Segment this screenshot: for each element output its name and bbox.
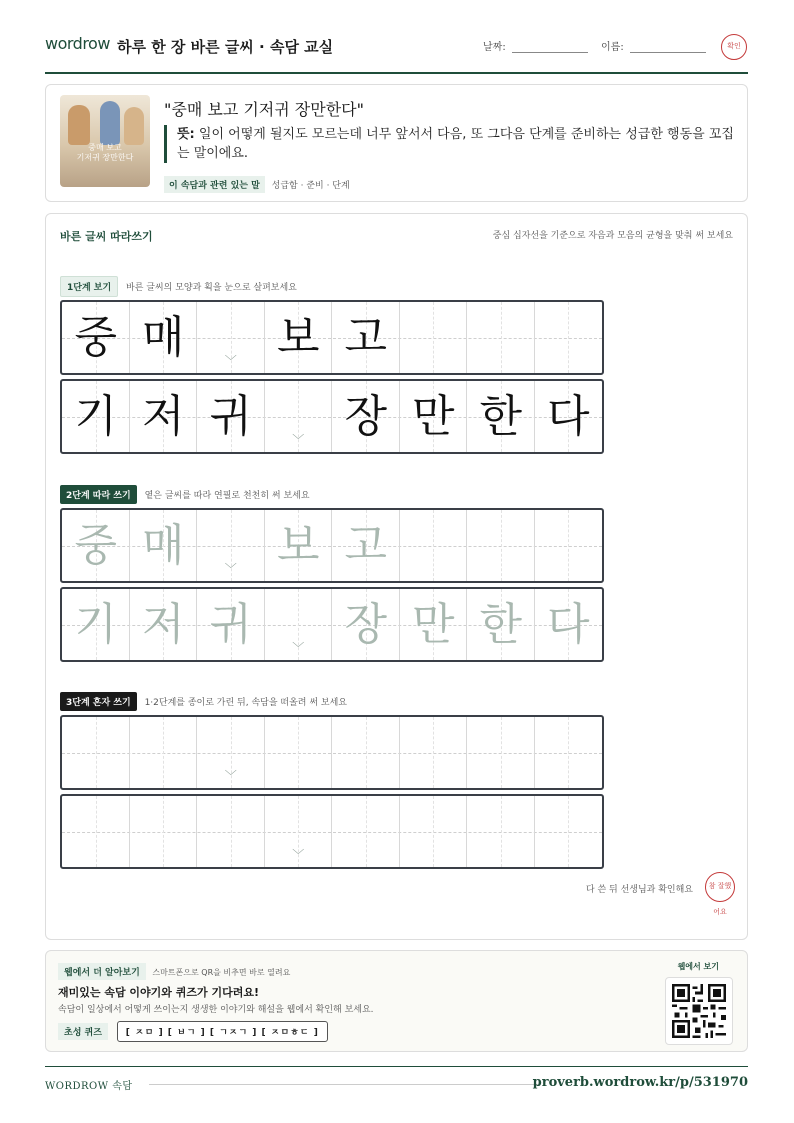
writing-cell xyxy=(467,381,535,452)
writing-cell[interactable] xyxy=(197,796,265,867)
model-character: 다 xyxy=(546,598,590,650)
web-header xyxy=(58,963,290,980)
writing-cell xyxy=(332,589,400,660)
writing-cell xyxy=(467,510,535,581)
web-headline: 재미있는 속담 이야기와 퀴즈가 기다려요! xyxy=(58,986,259,999)
model-character: 다 xyxy=(546,390,590,442)
step3-row1[interactable] xyxy=(60,715,604,790)
model-character: 귀 xyxy=(209,390,252,442)
check-stamp-icon: 확인 xyxy=(721,34,747,60)
model-character: 기 xyxy=(74,598,117,650)
model-character: 중 xyxy=(74,311,117,363)
date-label: 날짜: xyxy=(483,42,506,53)
quiz-label: 초성 퀴즈 xyxy=(58,1023,108,1040)
model-character: 보 xyxy=(276,519,320,571)
web-hint: 스마트폰으로 QR을 비추면 바로 열려요 xyxy=(152,968,291,977)
writing-cell[interactable] xyxy=(130,796,198,867)
proverb-card xyxy=(45,84,748,202)
writing-cell[interactable] xyxy=(197,717,265,788)
space-mark-icon: ﹀ xyxy=(292,641,305,655)
illustration-caption: 중매 보고 기저귀 장만한다 xyxy=(76,143,134,162)
writing-cell xyxy=(332,510,400,581)
meaning-label: 뜻: xyxy=(177,127,195,142)
footer-brand: WORDROW 속담 xyxy=(45,1081,133,1092)
writing-cell xyxy=(62,589,130,660)
model-character: 장 xyxy=(344,390,387,442)
writing-cell[interactable] xyxy=(467,717,535,788)
quiz-letters: [ ㅈㅁ ] [ ㅂㄱ ] [ ㄱㅈㄱ ] [ ㅈㅁㅎㄷ ] xyxy=(117,1021,328,1042)
step3-row2[interactable] xyxy=(60,794,604,869)
writing-cell xyxy=(332,302,400,373)
web-section xyxy=(45,950,748,1052)
writing-cell xyxy=(62,510,130,581)
writing-cell xyxy=(265,510,333,581)
model-character: 매 xyxy=(141,519,185,571)
page-header xyxy=(45,30,748,74)
writing-cell xyxy=(197,589,265,660)
model-character: 만 xyxy=(411,390,455,442)
writing-cell xyxy=(130,510,198,581)
proverb-title: "중매 보고 기저귀 장만한다" xyxy=(164,100,364,119)
web-desc: 속담이 일상에서 어떻게 쓰이는지 생생한 이야기와 해설을 웹에서 확인해 보세요. xyxy=(58,1005,374,1015)
model-character: 귀 xyxy=(209,598,252,650)
writing-cell xyxy=(130,589,198,660)
writing-cell[interactable] xyxy=(535,717,603,788)
space-mark-icon: ﹀ xyxy=(224,354,237,368)
logo-text: wordrow xyxy=(45,34,110,53)
writing-cell xyxy=(130,381,198,452)
model-character: 장 xyxy=(344,598,387,650)
wordrow-logo xyxy=(45,34,110,53)
writing-cell xyxy=(62,302,130,373)
writing-cell xyxy=(265,589,333,660)
model-character: 한 xyxy=(479,390,522,442)
step2-desc: 옅은 글씨를 따라 연필로 천천히 써 보세요 xyxy=(144,491,310,501)
writing-cell xyxy=(332,381,400,452)
writing-cell[interactable] xyxy=(265,796,333,867)
footer-url[interactable]: proverb.wordrow.kr/p/531970 xyxy=(532,1075,748,1090)
name-label: 이름: xyxy=(601,42,624,53)
step1-header xyxy=(60,276,297,297)
writing-cell xyxy=(400,381,468,452)
date-field[interactable] xyxy=(483,38,588,53)
step2-header xyxy=(60,485,310,504)
writing-cell[interactable] xyxy=(130,717,198,788)
writing-cell xyxy=(535,302,603,373)
step2-row2[interactable] xyxy=(60,587,604,662)
related-label: 이 속담과 관련 있는 말 xyxy=(164,176,265,193)
writing-cell xyxy=(535,381,603,452)
space-mark-icon: ﹀ xyxy=(224,562,237,576)
writing-cell xyxy=(467,589,535,660)
chosung-quiz xyxy=(58,1021,328,1042)
model-character: 만 xyxy=(411,598,455,650)
model-character: 보 xyxy=(276,311,320,363)
writing-cell xyxy=(197,302,265,373)
writing-cell[interactable] xyxy=(332,717,400,788)
writing-cell xyxy=(535,589,603,660)
writing-cell[interactable] xyxy=(400,796,468,867)
model-character: 중 xyxy=(74,519,117,571)
writing-cell xyxy=(265,302,333,373)
writing-cell[interactable] xyxy=(62,796,130,867)
meaning-text: 일이 어떻게 될지도 모르는데 너무 앞서서 다음, 또 그다음 단계를 준비하는 성급한 행동을 꼬집는 말이에요. xyxy=(177,127,734,161)
qr-code-icon[interactable] xyxy=(665,977,733,1045)
model-character: 한 xyxy=(479,598,522,650)
step3-badge: 3단계 혼자 쓰기 xyxy=(60,692,137,711)
practice-title: 바른 글씨 따라쓰기 xyxy=(60,230,153,243)
step2-row1[interactable] xyxy=(60,508,604,583)
name-field[interactable] xyxy=(601,38,706,53)
proverb-illustration xyxy=(60,95,150,187)
web-badge: 웹에서 더 알아보기 xyxy=(58,963,146,980)
model-character: 매 xyxy=(141,311,185,363)
step2-badge: 2단계 따라 쓰기 xyxy=(60,485,137,504)
writing-cell[interactable] xyxy=(62,717,130,788)
model-character: 저 xyxy=(141,598,185,650)
model-character: 저 xyxy=(141,390,185,442)
writing-cell[interactable] xyxy=(400,717,468,788)
proverb-meaning xyxy=(164,125,734,163)
model-character: 고 xyxy=(344,311,387,363)
writing-cell xyxy=(130,302,198,373)
page-footer xyxy=(45,1066,748,1092)
handwriting-practice xyxy=(45,213,748,940)
model-character: 고 xyxy=(344,519,387,571)
writing-cell xyxy=(197,510,265,581)
step3-desc: 1·2단계를 종이로 가린 뒤, 속담을 떠올려 써 보세요 xyxy=(144,698,347,708)
writing-cell xyxy=(62,381,130,452)
related-words xyxy=(164,176,350,193)
writing-cell xyxy=(467,302,535,373)
practice-note: 중심 십자선을 기준으로 자음과 모음의 균형을 맞춰 써 보세요 xyxy=(492,231,733,241)
related-words-list: 성급함 · 준비 · 단계 xyxy=(271,181,350,191)
page-title: 하루 한 장 바른 글씨 · 속담 교실 xyxy=(117,38,334,56)
step1-desc: 바른 글씨의 모양과 획을 눈으로 살펴보세요 xyxy=(126,283,297,293)
writing-cell xyxy=(400,302,468,373)
step3-header xyxy=(60,692,347,711)
writing-cell[interactable] xyxy=(332,796,400,867)
writing-cell[interactable] xyxy=(467,796,535,867)
space-mark-icon: ﹀ xyxy=(292,433,305,447)
step1-row2 xyxy=(60,379,604,454)
confirm-note: 다 쓴 뒤 선생님과 확인해요 xyxy=(585,885,693,895)
qr-label: 웹에서 보기 xyxy=(677,962,719,971)
writing-cell xyxy=(535,510,603,581)
space-mark-icon: ﹀ xyxy=(292,848,305,862)
writing-cell xyxy=(400,589,468,660)
writing-cell xyxy=(265,381,333,452)
writing-cell[interactable] xyxy=(535,796,603,867)
writing-cell xyxy=(197,381,265,452)
space-mark-icon: ﹀ xyxy=(224,769,237,783)
good-job-stamp-icon: 참 잘했어요 xyxy=(705,872,735,902)
writing-cell xyxy=(400,510,468,581)
step1-row1 xyxy=(60,300,604,375)
model-character: 기 xyxy=(74,390,117,442)
writing-cell[interactable] xyxy=(265,717,333,788)
step1-badge: 1단계 보기 xyxy=(60,276,118,297)
